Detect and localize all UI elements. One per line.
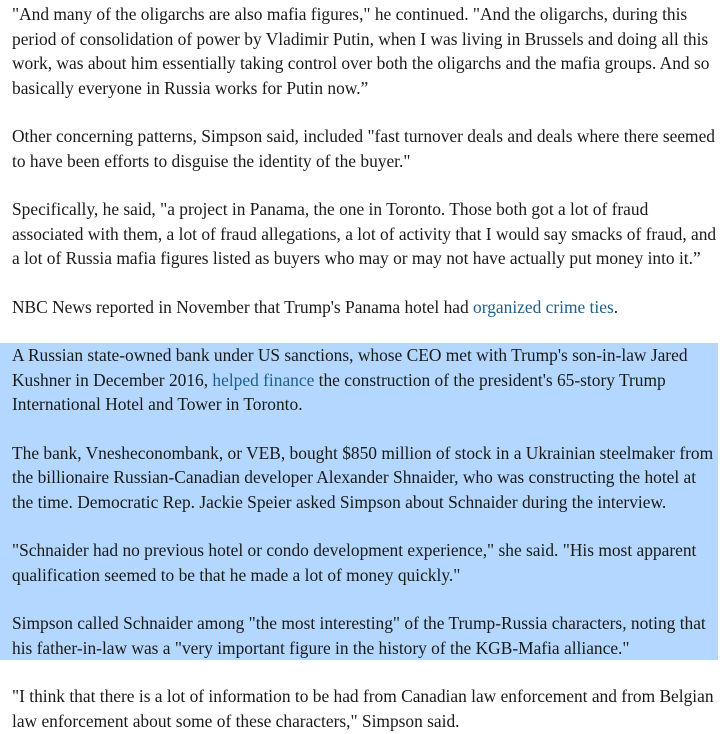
paragraph-concerning-patterns: Other concerning patterns, Simpson said, included "fast turnover deals and deals where there seemed to have been efforts to disguise the identity of the buyer." — [12, 126, 715, 171]
paragraph-law-enforcement: "I think that there is a lot of information to be had from Canadian law enforcement and from Belgian law enforcement about some of these characters," Simpson said. — [12, 686, 714, 731]
paragraph-veb-stock: The bank, Vnesheconombank, or VEB, bought $850 million of stock in a Ukrainian steelmaker from the billionaire Russian-Canadian developer Alexander Shnaider, who was constructing the hotel at the time. Democratic Rep. Jackie Speier asked Simpson about Schnaider during the interview. — [12, 442, 714, 512]
paragraph-oligarchs-quote: "And many of the oligarchs are also mafia figures," he continued. "And the oligarchs, during this period of consolidation of power by Vladimir Putin, when I was living in Brussels and doing all this work, was about him essentially taking control over both the oligarchs and the mafia groups. And so basically everyone in Russia works for Putin now.” — [12, 4, 710, 98]
paragraph-russian-bank — [12, 343, 718, 417]
paragraph-speier-quote: "Schnaider had no previous hotel or condo development experience," she said. "His most apparent qualification seemed to be that he made a lot of money quickly." — [12, 540, 697, 585]
paragraph-nbc-news — [12, 295, 718, 320]
selected-text-block — [0, 343, 718, 660]
paragraph-text: the construction of the president's 65-story Trump International Hotel and Tower in Toronto. — [12, 369, 666, 414]
paragraph-text: . — [613, 296, 619, 317]
article-body — [12, 2, 718, 733]
paragraph-kgb-mafia — [12, 611, 718, 660]
helped-finance-link[interactable]: helped finance — [212, 369, 315, 390]
organized-crime-ties-link[interactable]: organized crime ties — [473, 296, 614, 317]
paragraph-text: A Russian state-owned bank under US sanctions, whose CEO met with Trump's son-in-law Jared Kushner in December 2016, — [12, 345, 688, 390]
paragraph-text: Simpson called Schnaider among "the most interesting" of the Trump-Russia characters, noting that his father-in-law was a "very important figure in the history of the KGB-Mafia alliance." — [12, 613, 706, 658]
paragraph-panama-toronto: Specifically, he said, "a project in Panama, the one in Toronto. Those both got a lot of fraud associated with them, a lot of fraud allegations, a lot of activity that I would say smacks of fraud, and a lot of Russia mafia figures listed as buyers who may or may not have actually put money into it.” — [12, 199, 717, 268]
paragraph-text: NBC News reported in November that Trump's Panama hotel had — [12, 296, 474, 317]
